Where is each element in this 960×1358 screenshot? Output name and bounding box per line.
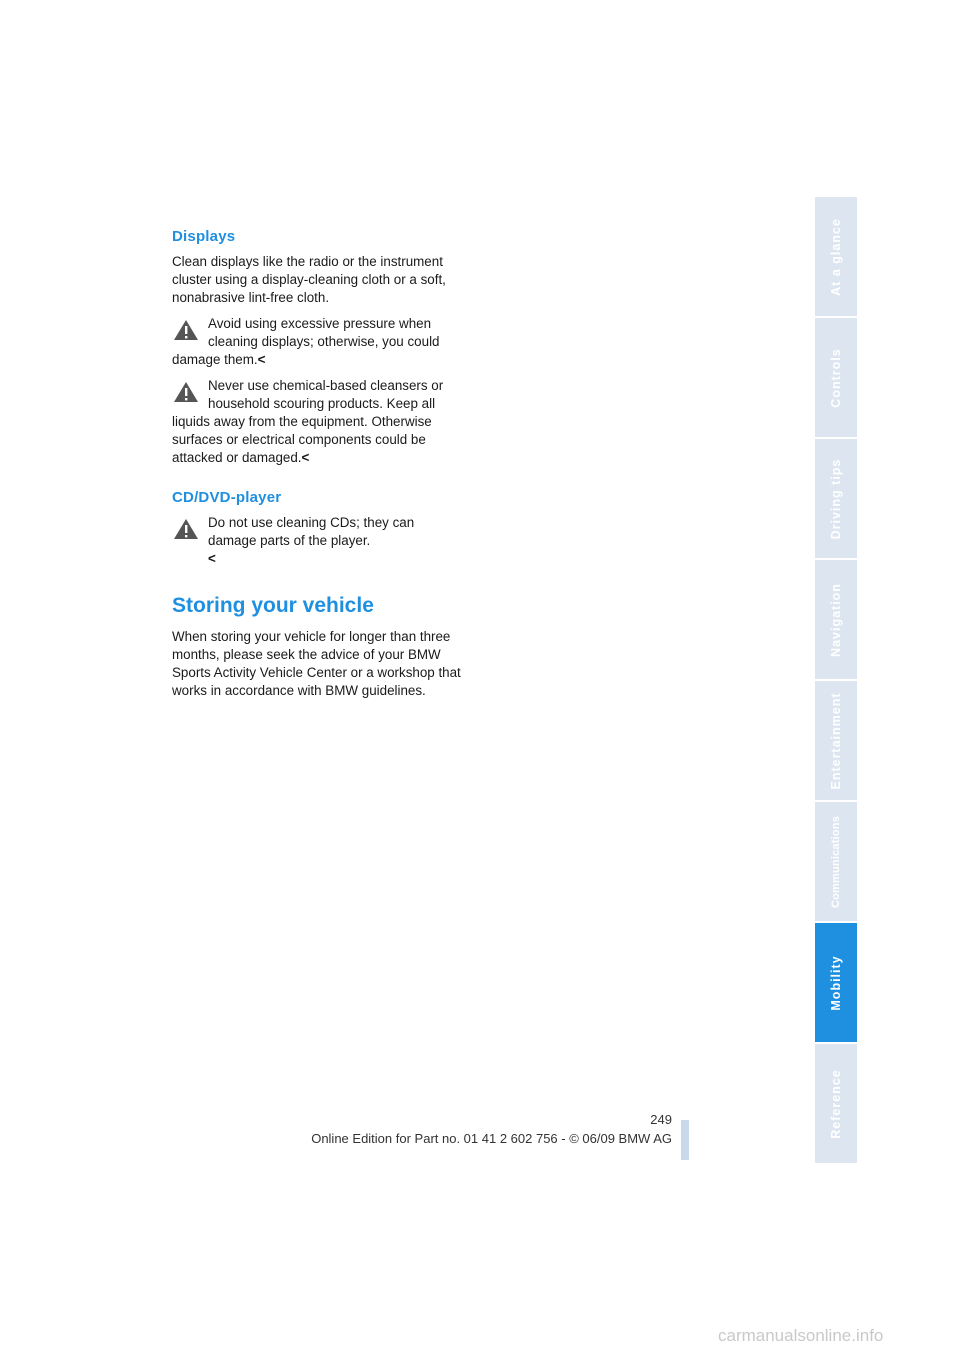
warning-note [172,377,472,467]
tab-driving-tips[interactable] [815,439,857,558]
end-mark: < [301,450,310,465]
warning-note [172,315,472,369]
tab-label: Mobility [829,954,843,1011]
tab-controls[interactable] [815,318,857,437]
section-heading-cd-dvd: CD/DVD-player [172,489,282,506]
tab-label: Driving tips [829,458,843,539]
tab-navigation[interactable] [815,560,857,679]
warning-triangle-icon [172,517,200,541]
warning-triangle-icon [172,380,200,404]
warning-text: Never use chemical-based cleansers or household scouring products. Keep all [208,378,444,411]
warning-text: Do not use cleaning CDs; they can damage parts of the player. [208,515,415,548]
page-number: 249 [650,1112,672,1127]
warning-note [172,514,472,568]
tab-mobility[interactable] [815,923,857,1042]
watermark: carmanualsonline.info [718,1326,884,1345]
tab-label: At a glance [829,217,843,296]
tab-label: Navigation [829,582,843,657]
storing-paragraph: When storing your vehicle for longer than three months, please seek the advice of your BMW Sports Activity Vehicle Center or a workshop that works in accordance with BMW guidelines. [172,629,461,698]
footer-edition: Online Edition for Part no. 01 41 2 602 756 - © 06/09 BMW AG [311,1131,672,1146]
footer-bar [681,1120,689,1160]
end-mark: < [208,551,216,566]
warning-triangle-icon [172,318,200,342]
warning-text: Avoid using excessive pressure when cleaning displays; otherwise, you could [208,316,440,349]
page-content [172,228,472,700]
tab-label: Entertainment [829,691,843,790]
tab-label: Reference [829,1068,843,1139]
tab-label: Communications [830,815,842,908]
chapter-tabs [815,197,857,1165]
tab-reference[interactable] [815,1044,857,1163]
section-heading-displays: Displays [172,228,236,245]
tab-entertainment[interactable] [815,681,857,800]
tab-communications[interactable] [815,802,857,921]
tab-at-a-glance[interactable] [815,197,857,316]
section-heading-storing: Storing your vehicle [172,594,374,617]
tab-label: Controls [829,347,843,408]
displays-paragraph: Clean displays like the radio or the instrument cluster using a display-cleaning cloth or a soft, nonabrasive lint-free cloth. [172,254,446,305]
warning-text-continued: damage them. [172,352,258,367]
warning-text-continued: liquids away from the equipment. Otherwise surfaces or electrical components could be attacked or damaged. [172,414,432,465]
end-mark: < [257,352,266,367]
